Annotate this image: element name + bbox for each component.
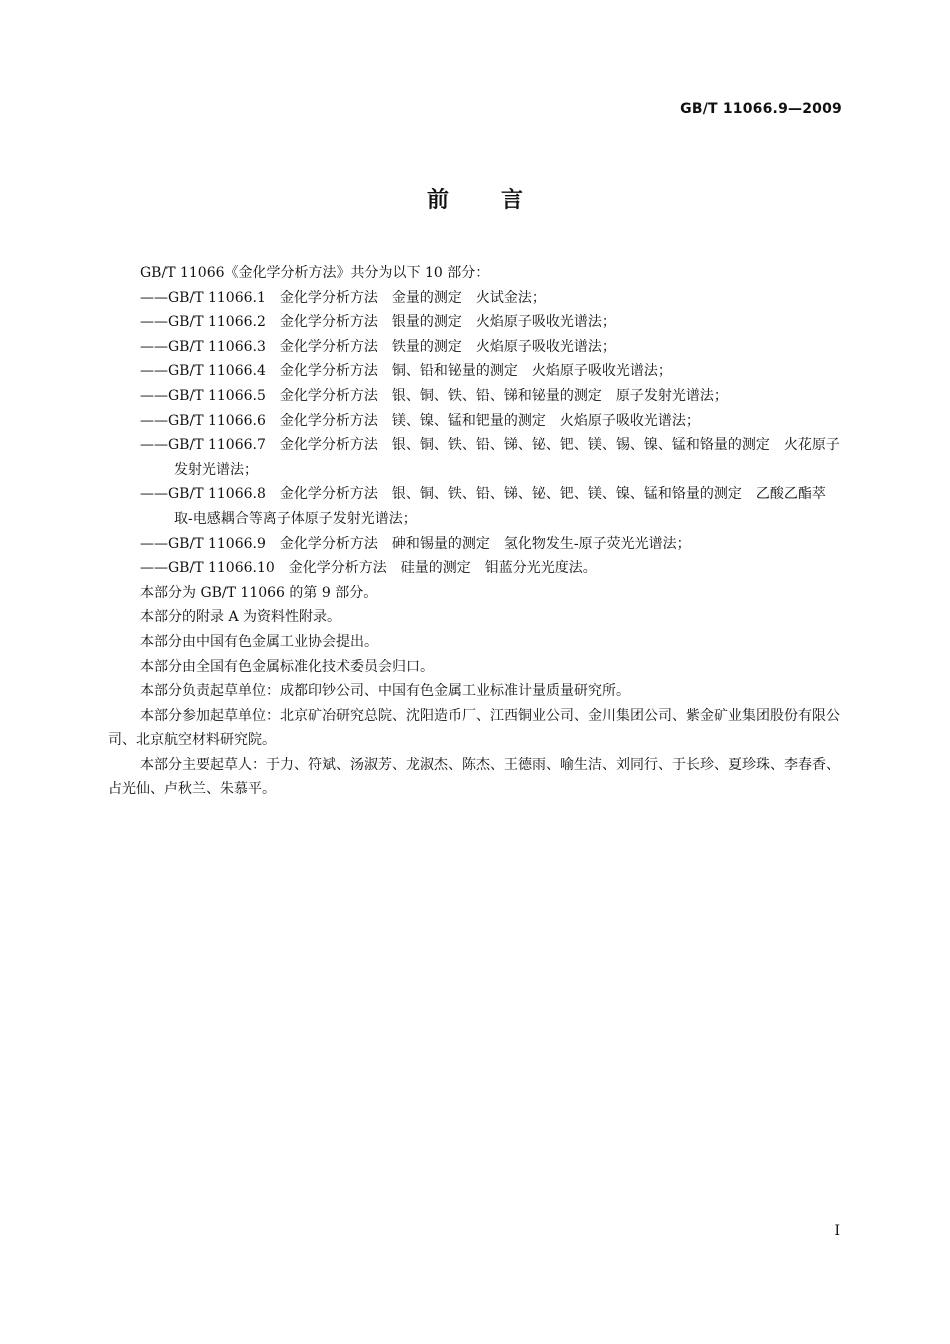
part-list-item: ——GB/T 11066.3 金化学分析方法 铁量的测定 火焰原子吸收光谱法； <box>140 338 616 355</box>
body-paragraph: 本部分为 GB/T 11066 的第 9 部分。 <box>140 584 378 601</box>
part-list-item: ——GB/T 11066.7 金化学分析方法 银、铜、铁、铅、锑、铋、钯、镁、锡、镍、锰和铬量的测定 火花原子发射光谱法； <box>140 437 840 478</box>
part-list-item: ——GB/T 11066.10 金化学分析方法 硅量的测定 钼蓝分光光度法。 <box>140 560 597 577</box>
part-list-item: ——GB/T 11066.1 金化学分析方法 金量的测定 火试金法； <box>140 289 546 306</box>
body-paragraph: 本部分主要起草人：于力、符斌、汤淑芳、龙淑杰、陈杰、王德雨、喻生洁、刘同行、于长珍、夏珍珠、李春香、占光仙、卢秋兰、朱慕平。 <box>108 756 840 798</box>
part-list-item: ——GB/T 11066.8 金化学分析方法 银、铜、铁、铅、锑、铋、钯、镁、镍、锰和铬量的测定 乙酸乙酯萃取-电感耦合等离子体原子发射光谱法； <box>140 486 826 527</box>
intro-paragraph: GB/T 11066《金化学分析方法》共分为以下 10 部分： <box>140 265 490 281</box>
part-list-item: ——GB/T 11066.4 金化学分析方法 铜、铅和铋量的测定 火焰原子吸收光谱法； <box>140 363 672 380</box>
foreword-body <box>108 261 843 802</box>
part-list-item: ——GB/T 11066.5 金化学分析方法 银、铜、铁、铅、锑和铋量的测定 原子发射光谱法； <box>140 387 728 404</box>
page-number: I <box>834 1223 840 1239</box>
body-paragraph: 本部分由全国有色金属标准化技术委员会归口。 <box>140 658 434 675</box>
body-paragraph: 本部分的附录 A 为资料性附录。 <box>140 609 342 626</box>
standard-code: GB/T 11066.9—2009 <box>680 101 842 117</box>
part-list-item: ——GB/T 11066.6 金化学分析方法 镁、镍、锰和钯量的测定 火焰原子吸收光谱法； <box>140 412 700 429</box>
body-paragraph: 本部分由中国有色金属工业协会提出。 <box>140 633 378 650</box>
page-title: 前言 <box>426 188 575 213</box>
part-list-item: ——GB/T 11066.9 金化学分析方法 砷和锡量的测定 氢化物发生-原子荧光光谱法； <box>140 535 691 552</box>
body-paragraph: 本部分参加起草单位：北京矿冶研究总院、沈阳造币厂、江西铜业公司、金川集团公司、紫金矿业集团股份有限公司、北京航空材料研究院。 <box>108 707 840 749</box>
part-list-item: ——GB/T 11066.2 金化学分析方法 银量的测定 火焰原子吸收光谱法； <box>140 314 616 331</box>
body-paragraph: 本部分负责起草单位：成都印钞公司、中国有色金属工业标准计量质量研究所。 <box>140 683 630 700</box>
